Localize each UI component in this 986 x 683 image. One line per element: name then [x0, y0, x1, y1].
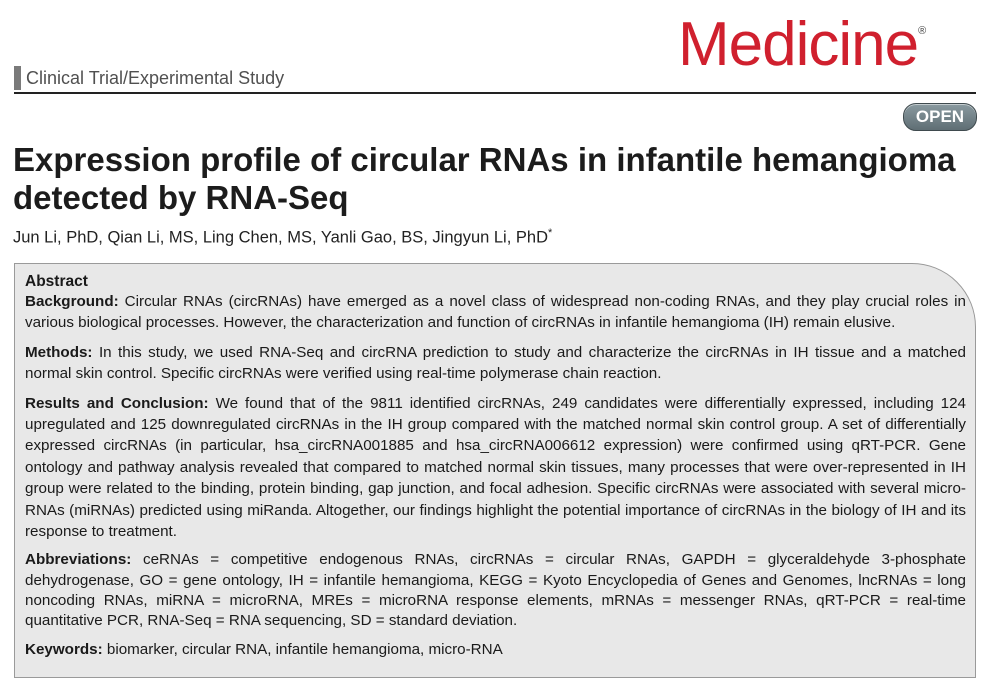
open-access-badge: OPEN — [903, 103, 977, 131]
methods-label: Methods: — [25, 343, 93, 361]
keywords-text: biomarker, circular RNA, infantile hemangioma, micro-RNA — [106, 641, 503, 659]
abstract-abbreviations — [25, 550, 966, 631]
section-marker — [14, 66, 21, 90]
methods-text: In this study, we used RNA-Seq and circRNA prediction to study and characterize the circRNAs in IH tissue and a matched normal skin control. Specific circRNAs were verified using real-time polymerase chain reaction. — [25, 343, 966, 383]
abbreviations-label: Abbreviations: — [25, 551, 132, 569]
abstract-keywords — [25, 639, 966, 660]
author-list — [13, 227, 552, 248]
section-label: Clinical Trial/Experimental Study — [26, 68, 285, 88]
header-rule — [14, 92, 976, 94]
results-text: We found that of the 9811 identified circRNAs, 249 candidates were differentially expressed, including 124 upregulated and 125 downregulated circRNAs in the IH group compared with the matched normal skin control group. A set of differentially expressed circRNAs (in particular, hsa_circRNA001885 and hsa_circRNA006612 expression) were confirmed using qRT-PCR. Gene ontology and pathway analysis revealed that compared to matched normal skin tissues, many processes that were over-represented in IH group were related to the binding, protein binding, gap junction, and focal adhesion. Specific circRNAs were associated with several micro-RNAs (miRNAs) predicted using miRanda. Altogether, our findings highlight the potential importance of circRNAs in the biology of IH and its response to treatment. — [25, 394, 966, 541]
background-text: Circular RNAs (circRNAs) have emerged as a novel class of widespread non-coding RNAs, and they play crucial roles in various biological processes. However, the characterization and function of circRNAs in infantile hemangioma (IH) remain elusive. — [25, 293, 966, 332]
registered-mark: ® — [918, 25, 927, 37]
abstract-box — [14, 263, 976, 678]
results-label: Results and Conclusion: — [25, 394, 209, 412]
journal-logo — [678, 10, 927, 79]
abstract-results — [25, 393, 966, 543]
abbreviations-text: ceRNAs = competitive endogenous RNAs, circRNAs = circular RNAs, GAPDH = glyceraldehyde 3-phosphate dehydrogenase, GO = gene ontology, IH = infantile hemangioma, KEGG = Kyoto Encyclopedia of Genes and Genomes, lncRNAs = long noncoding RNAs, miRNA = microRNA, MREs = microRNA response elements, mRNAs = messenger RNAs, qRT-PCR = real-time quantitative PCR, RNA-Seq = RNA sequencing, SD = standard deviation. — [25, 551, 966, 630]
journal-name: Medicine — [678, 10, 919, 79]
article-title: Expression profile of circular RNAs in infantile hemangioma detected by RNA-Seq — [13, 141, 956, 216]
abstract-methods — [25, 342, 966, 385]
corresponding-author-mark: * — [548, 227, 553, 239]
abstract-background — [25, 291, 966, 334]
abstract-heading: Abstract — [25, 273, 88, 290]
keywords-label: Keywords: — [25, 641, 103, 659]
background-label: Background: — [25, 293, 119, 310]
author-names: Jun Li, PhD, Qian Li, MS, Ling Chen, MS, Yanli Gao, BS, Jingyun Li, PhD — [13, 228, 548, 247]
